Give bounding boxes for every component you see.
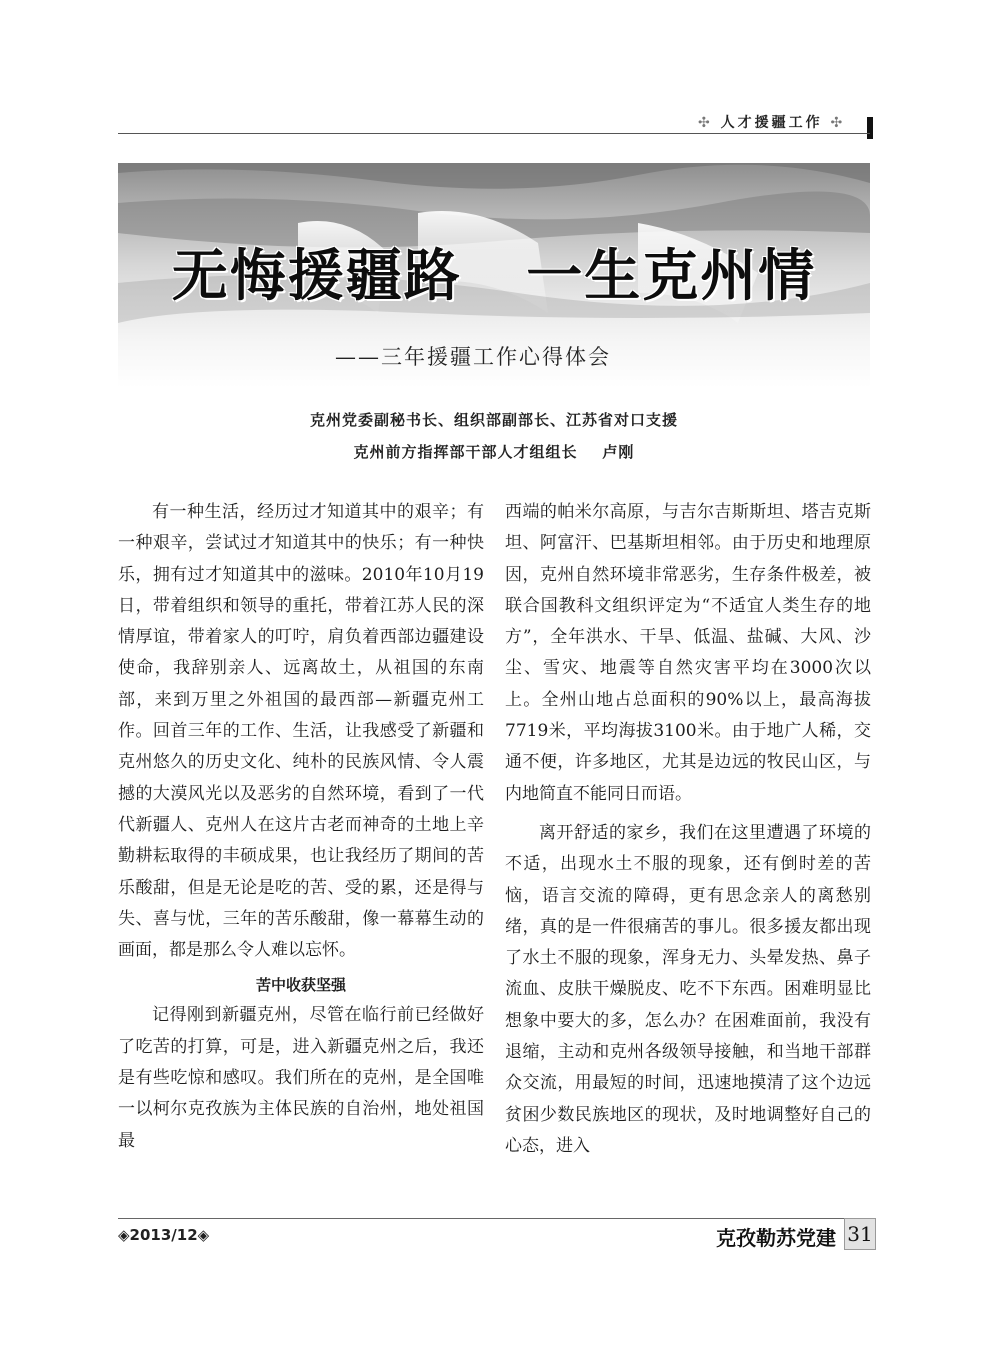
section-subheading: 苦中收获坚强 (255, 976, 346, 995)
author-line-1: 克州党委副秘书长、组织部副部长、江苏省对口支援 (309, 411, 678, 429)
paragraph: 记得刚到新疆克州，尽管在临行前已经做好了吃苦的打算，可是，进入新疆克州之后，我还是有些吃惊和感叹。我们所在的克州，是全国唯一以柯尔克孜族为主体民族的自治州，地处祖国最 (118, 1005, 484, 1151)
deco-right: ✣ (830, 115, 846, 131)
issue-label: ◈2013/12◈ (118, 1226, 210, 1244)
paragraph: 西端的帕米尔高原，与吉尔吉斯斯坦、塔吉克斯坦、阿富汗、巴基斯坦相邻。由于历史和地理原因，克州自然环境非常恶劣，生存条件极差，被联合国教科文组织评定为“不适宜人类生存的地方”，全年洪水、干旱、低温、盐碱、大风、沙尘、雪灾、地震等自然灾害平均在3000次以上。全州山地占总面积的90%以上，最高海拔7719米，平均海拔3100米。由于地广人稀，交通不便，许多地区，尤其是边远的牧民山区，与内地简直不能同日而语。 (505, 502, 871, 804)
header-divider (118, 133, 870, 134)
right-column (505, 497, 871, 1162)
page-number: 31 (844, 1218, 876, 1250)
author-line-2: 克州前方指挥部干部人才组组长 卢刚 (353, 443, 635, 461)
article-subtitle: ——三年援疆工作心得体会 (335, 345, 611, 369)
section-label (698, 112, 868, 132)
section-label-text: 人才援疆工作 (720, 115, 823, 131)
paragraph: 有一种生活，经历过才知道其中的艰辛；有一种艰辛，尝试过才知道其中的快乐；有一种快乐，拥有过才知道其中的滋味。2010年10月19日，带着组织和领导的重托，带着江苏人民的深情厚谊，带着家人的叮咛，肩负着西部边疆建设使命，我辞别亲人、远离故土，从祖国的东南部，来到万里之外祖国的最西部—新疆克州工作。回首三年的工作、生活，让我感受了新疆和克州悠久的历史文化、纯朴的民族风情、令人震撼的大漠风光以及恶劣的自然环境，看到了一代代新疆人、克州人在这片古老而神奇的土地上辛勤耕耘取得的丰硕成果，也让我经历了期间的苦乐酸甜，但是无论是吃的苦、受的累，还是得与失、喜与忧，三年的苦乐酸甜，像一幕幕生动的画面，都是那么令人难以忘怀。 (118, 502, 484, 961)
footer-divider (118, 1218, 846, 1219)
header-bar (867, 117, 873, 139)
article-title: 无悔援疆路 一生克州情 (171, 244, 817, 309)
paragraph: 离开舒适的家乡，我们在这里遭遇了环境的不适，出现水土不服的现象，还有倒时差的苦恼，语言交流的障碍，更有思念亲人的离愁别绪，真的是一件很痛苦的事儿。很多援友都出现了水土不服的现象，浑身无力、头晕发热、鼻子流血、皮肤干燥脱皮、吃不下东西。困难明显比想象中要大的多，怎么办？在困难面前，我没有退缩，主动和克州各级领导接触，和当地干部群众交流，用最短的时间，迅速地摸清了这个边远贫困少数民族地区的现状，及时地调整好自己的心态，进入 (505, 822, 871, 1156)
magazine-name: 克孜勒苏党建 (716, 1226, 836, 1250)
left-column (118, 497, 484, 1157)
deco-left: ✣ (698, 115, 713, 131)
